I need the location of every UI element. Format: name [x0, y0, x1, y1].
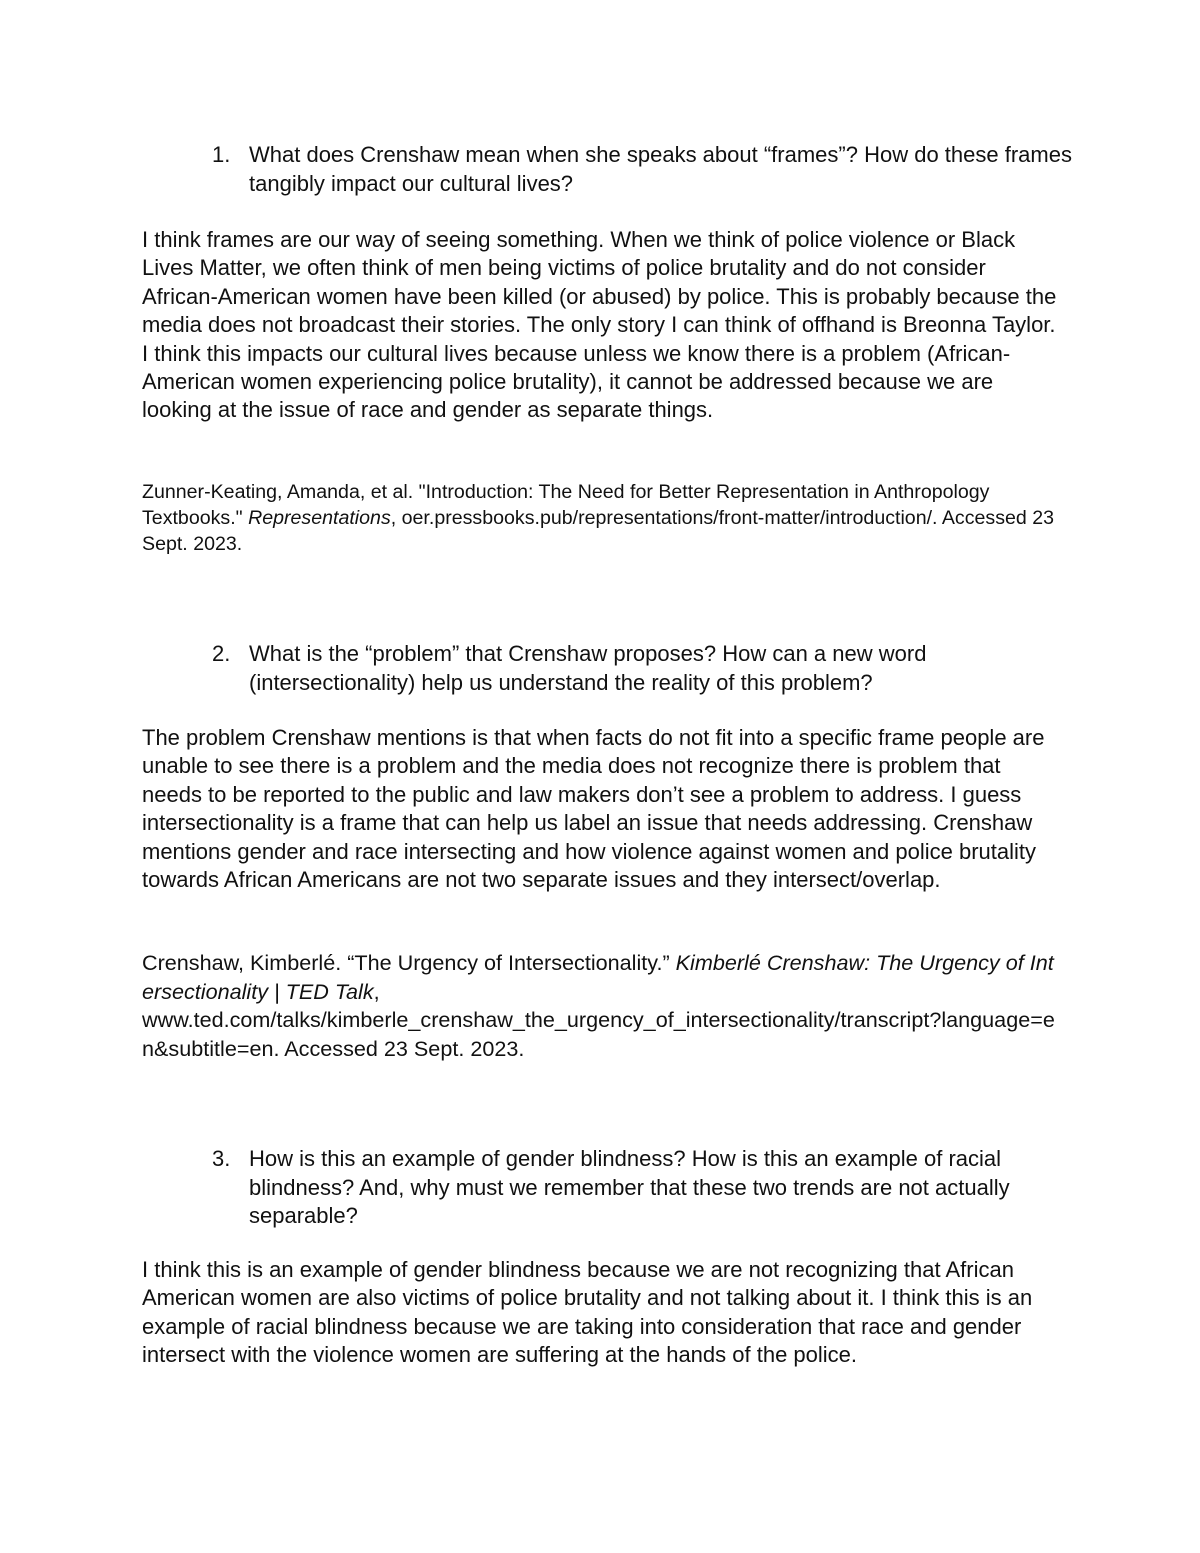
citation-source-title: Representations — [248, 507, 391, 530]
citation-text: Zunner-Keating, Amanda, et al. "Introduction: The Need for Better Representation in Anthropology Textbooks." — [142, 481, 990, 530]
question-text: What is the “problem” that Crenshaw proposes? How can a new word (intersectionality) help us understand the reality of this problem? — [249, 641, 927, 695]
citation-2 — [142, 949, 1062, 1063]
question-number: 1. — [212, 142, 231, 167]
citation-text-end: , www.ted.com/talks/kimberle_crenshaw_the_urgency_of_intersectionality/transcript?language=en&subtitle=en. Accessed 23 Sept. 2023. — [142, 978, 1055, 1061]
citation-text-end: , oer.pressbooks.pub/representations/front-matter/introduction/. Accessed 23 Sept. 2023. — [142, 507, 1055, 556]
answer-1: I think frames are our way of seeing something. When we think of police violence or Black Lives Matter, we often think of men being victims of police brutality and do not consider African-American women have been killed (or abused) by police. This is probably because the media does not broadcast their stories. The only story I can think of offhand is Breonna Taylor. I think this impacts our cultural lives because unless we know there is a problem (African-American women experiencing police brutality), it cannot be addressed because we are looking at the issue of race and gender as separate things. — [142, 227, 1057, 423]
citation-1 — [142, 479, 1062, 558]
question-1 — [212, 141, 1072, 198]
citation-text: Crenshaw, Kimberlé. “The Urgency of Intersectionality.” — [142, 950, 676, 975]
question-number: 2. — [212, 641, 231, 666]
citation-source-title: Kimberlé Crenshaw: The Urgency of Intersectionality | TED Talk — [142, 950, 1054, 1004]
question-3 — [212, 1145, 1072, 1231]
question-2 — [212, 640, 1072, 697]
answer-3: I think this is an example of gender blindness because we are not recognizing that African American women are also victims of police brutality and not talking about it. I think this is an example of racial blindness because we are taking into consideration that race and gender intersect with the violence women are suffering at the hands of the police. — [142, 1257, 1033, 1368]
answer-2: The problem Crenshaw mentions is that when facts do not fit into a specific frame people are unable to see there is a problem and the media does not recognize there is problem that needs to be reported to the public and law makers don’t see a problem to address. I guess intersectionality is a frame that can help us label an issue that needs addressing. Crenshaw mentions gender and race intersecting and how violence against women and police brutality towards African Americans are not two separate issues and they intersect/overlap. — [142, 725, 1045, 893]
question-text: How is this an example of gender blindness? How is this an example of racial blindness? And, why must we remember that these two trends are not actually separable? — [249, 1146, 1010, 1229]
question-text: What does Crenshaw mean when she speaks about “frames”? How do these frames tangibly impact our cultural lives? — [249, 142, 1072, 196]
question-number: 3. — [212, 1146, 231, 1171]
